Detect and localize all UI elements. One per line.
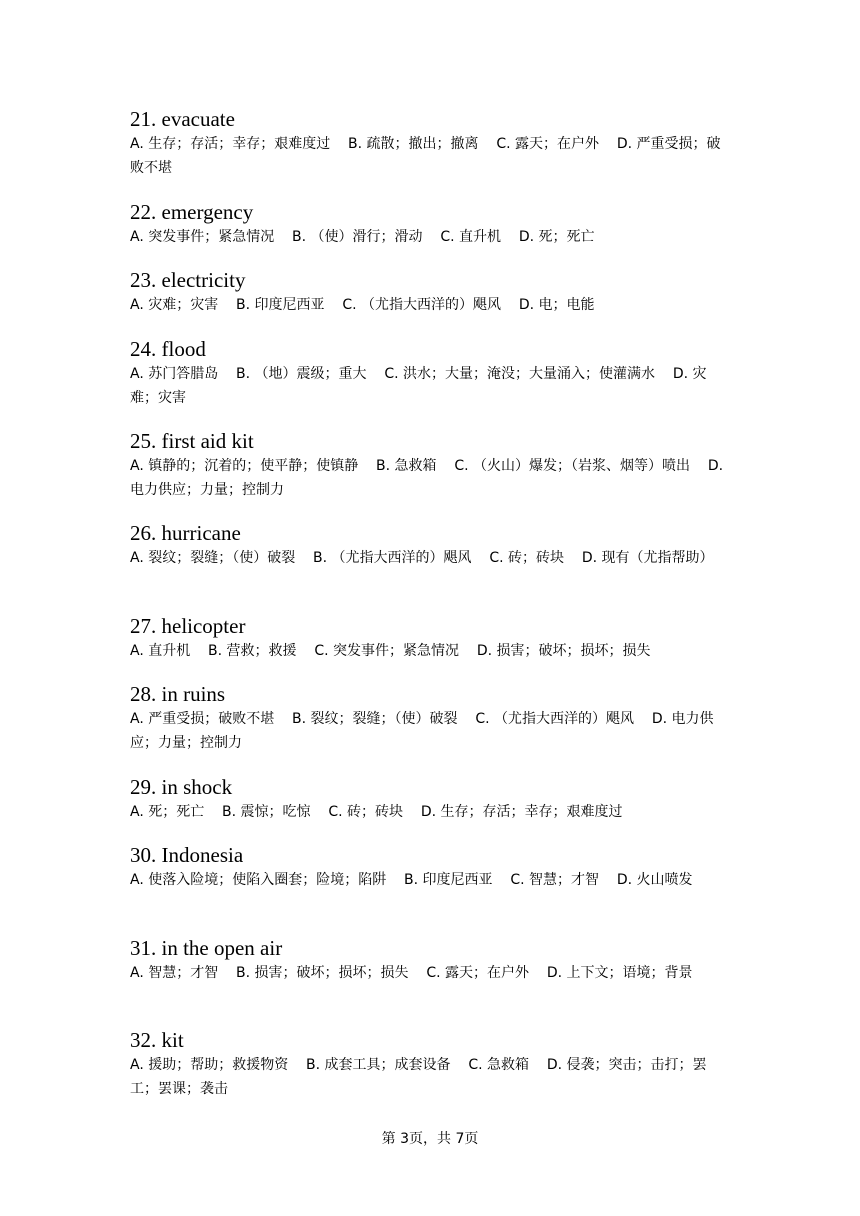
option-d: D. 火山喷发 <box>616 872 693 888</box>
question-31 <box>130 935 730 985</box>
question-options <box>130 362 730 410</box>
question-24 <box>130 336 730 410</box>
question-29 <box>130 774 730 824</box>
option-d: D. 生存；存活；幸存；艰难度过 <box>420 804 623 820</box>
option-b: B. （使）滑行；滑动 <box>292 229 423 245</box>
option-d: D. 现有（尤指帮助） <box>581 550 714 566</box>
question-options <box>130 293 730 317</box>
option-d: D. 电；电能 <box>518 297 595 313</box>
question-21 <box>130 106 730 180</box>
option-c: C. 直升机 <box>440 229 502 245</box>
question-title: 21. evacuate <box>130 107 235 131</box>
option-a: A. 严重受损；破败不堪 <box>130 711 275 727</box>
option-c: C. 智慧；才智 <box>510 872 600 888</box>
question-title: 23. electricity <box>130 268 246 292</box>
question-options <box>130 546 730 570</box>
option-d: D. 电力供应；力量；控制力 <box>130 711 714 751</box>
option-c: C. （尤指大西洋的）飓风 <box>342 297 502 313</box>
option-a: A. 援助；帮助；救援物资 <box>130 1057 289 1073</box>
question-options <box>130 225 730 249</box>
question-26 <box>130 520 730 570</box>
option-c: C. （尤指大西洋的）飓风 <box>475 711 635 727</box>
option-b: B. （地）震级；重大 <box>236 366 367 382</box>
option-b: B. 损害；破坏；损坏；损失 <box>236 965 409 981</box>
question-title: 25. first aid kit <box>130 429 254 453</box>
question-options <box>130 639 730 663</box>
question-title: 27. helicopter <box>130 614 246 638</box>
option-c: C. 砖；砖块 <box>489 550 565 566</box>
question-title: 26. hurricane <box>130 521 241 545</box>
question-27 <box>130 613 730 663</box>
option-b: B. （尤指大西洋的）飓风 <box>313 550 472 566</box>
option-a: A. 死；死亡 <box>130 804 205 820</box>
option-c: C. 突发事件；紧急情况 <box>314 643 460 659</box>
question-options <box>130 868 730 892</box>
question-title: 32. kit <box>130 1028 184 1052</box>
option-d: D. 灾难；灾害 <box>130 366 707 406</box>
question-32 <box>130 1027 730 1101</box>
option-b: B. 震惊；吃惊 <box>222 804 311 820</box>
question-options <box>130 800 730 824</box>
question-options <box>130 454 730 502</box>
question-title: 22. emergency <box>130 200 254 224</box>
question-28 <box>130 681 730 755</box>
option-a: A. 生存；存活；幸存；艰难度过 <box>130 136 331 152</box>
option-d: D. 严重受损；破败不堪 <box>130 136 721 176</box>
option-d: D. 死；死亡 <box>518 229 595 245</box>
option-b: B. 印度尼西亚 <box>404 872 493 888</box>
question-title: 24. flood <box>130 337 206 361</box>
option-b: B. 印度尼西亚 <box>236 297 325 313</box>
option-b: B. 营救；救援 <box>208 643 297 659</box>
option-b: B. 急救箱 <box>376 458 437 474</box>
question-options <box>130 1053 730 1101</box>
question-options <box>130 961 730 985</box>
option-a: A. 镇静的；沉着的；使平静；使镇静 <box>130 458 359 474</box>
option-d: D. 上下文；语境；背景 <box>546 965 693 981</box>
option-c: C. 洪水；大量；淹没；大量涌入；使灌满水 <box>384 366 656 382</box>
option-a: A. 突发事件；紧急情况 <box>130 229 275 245</box>
option-a: A. 使落入险境；使陷入圈套；险境；陷阱 <box>130 872 387 888</box>
question-23 <box>130 267 730 317</box>
question-title: 30. Indonesia <box>130 843 244 867</box>
option-b: B. 裂纹；裂缝；（使）破裂 <box>292 711 458 727</box>
option-a: A. 裂纹；裂缝；（使）破裂 <box>130 550 296 566</box>
question-30 <box>130 842 730 892</box>
question-title: 31. in the open air <box>130 936 283 960</box>
page-footer: 第 3页，共 7页 <box>381 1131 479 1147</box>
question-title: 28. in ruins <box>130 682 226 706</box>
option-d: D. 损害；破坏；损坏；损失 <box>476 643 651 659</box>
option-d: D. 电力供应；力量；控制力 <box>130 458 724 498</box>
option-a: A. 灾难；灾害 <box>130 297 219 313</box>
option-c: C. （火山）爆发；（岩浆、烟等）喷出 <box>454 458 691 474</box>
option-c: C. 露天；在户外 <box>496 136 600 152</box>
option-b: B. 疏散；撤出；撤离 <box>348 136 479 152</box>
option-c: C. 急救箱 <box>468 1057 530 1073</box>
question-22 <box>130 199 730 249</box>
option-c: C. 露天；在户外 <box>426 965 530 981</box>
option-a: A. 直升机 <box>130 643 191 659</box>
question-options <box>130 132 730 180</box>
option-c: C. 砖；砖块 <box>328 804 404 820</box>
question-25 <box>130 428 730 502</box>
question-options <box>130 707 730 755</box>
question-title: 29. in shock <box>130 775 233 799</box>
option-a: A. 智慧；才智 <box>130 965 219 981</box>
option-a: A. 苏门答腊岛 <box>130 366 219 382</box>
option-d: D. 侵袭；突击；击打；罢工；罢课；袭击 <box>130 1057 707 1097</box>
option-b: B. 成套工具；成套设备 <box>306 1057 451 1073</box>
